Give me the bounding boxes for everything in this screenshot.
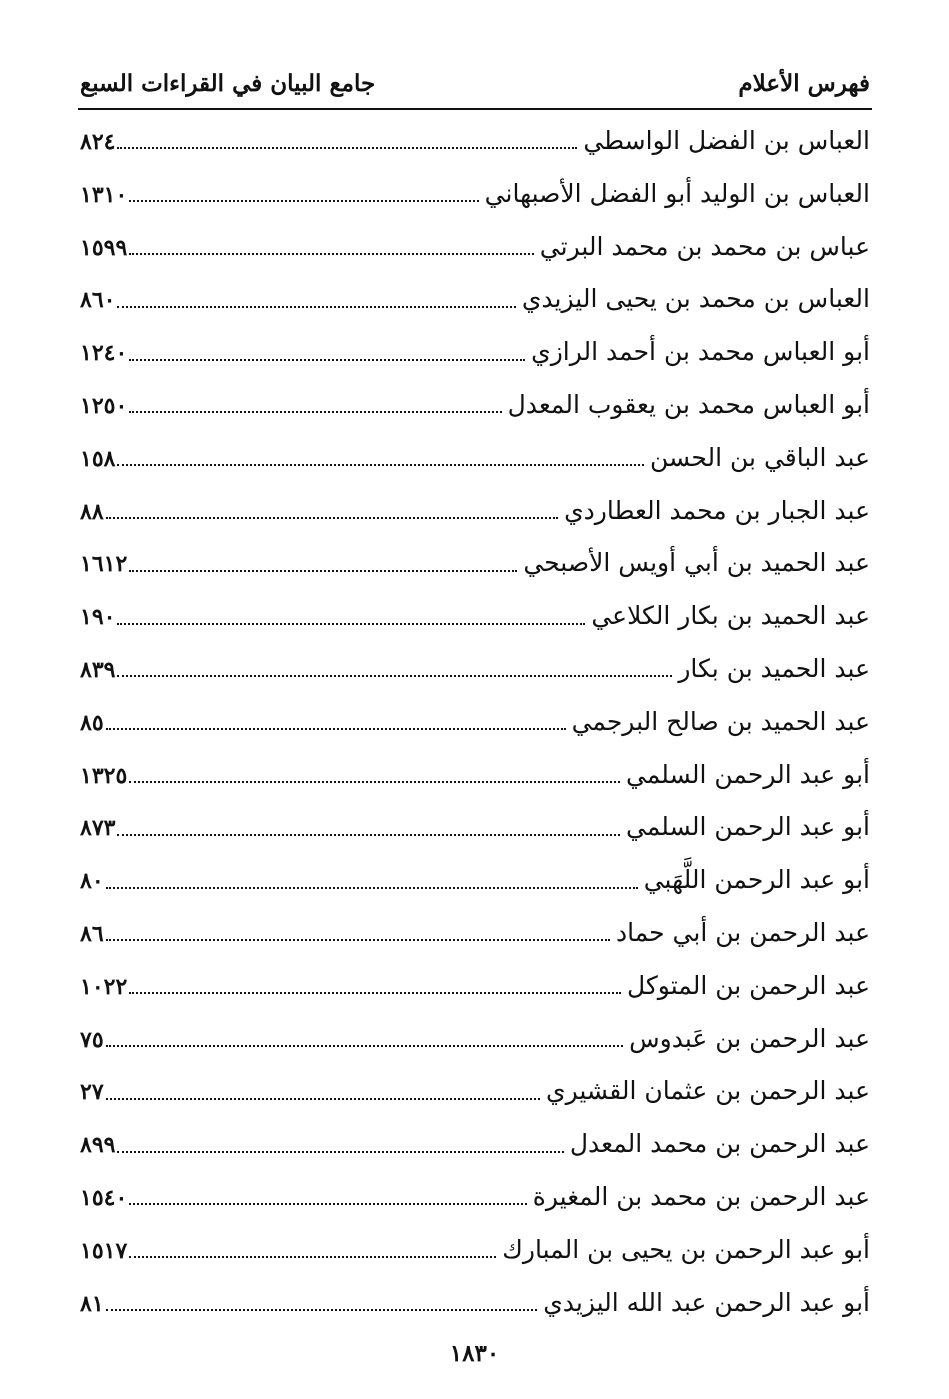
entry-name: أبو العباس محمد بن أحمد الرازي bbox=[531, 337, 870, 367]
entry-page-number: ٢٧ bbox=[80, 1079, 104, 1106]
entry-page-number: ١٣١٠ bbox=[80, 181, 128, 208]
book-title: جامع البيان في القراءات السبع bbox=[80, 70, 376, 97]
page-number: ١٨٣٠ bbox=[449, 1340, 500, 1367]
entry-page-number: ١٦١٢ bbox=[80, 551, 128, 578]
entry-name: عبد الباقي بن الحسن bbox=[650, 442, 870, 472]
dot-leader bbox=[106, 1045, 623, 1047]
entry-name: أبو عبد الرحمن بن يحيى بن المبارك bbox=[502, 1234, 870, 1264]
entry-page-number: ١٥٤٠ bbox=[80, 1184, 128, 1211]
dot-leader bbox=[106, 1309, 538, 1311]
dot-leader bbox=[117, 675, 672, 677]
entry-name: أبو العباس محمد بن يعقوب المعدل bbox=[507, 389, 870, 419]
entry-name: عبد الرحمن بن محمد المعدل bbox=[569, 1129, 870, 1159]
entry-page-number: ١٥٩٩ bbox=[80, 234, 128, 261]
entry-page-number: ٨٩٩ bbox=[80, 1132, 116, 1159]
index-entry bbox=[80, 1118, 870, 1171]
entry-name: أبو عبد الرحمن اللَّهَبي bbox=[643, 865, 870, 895]
entry-page-number: ٨٦ bbox=[80, 920, 104, 947]
dot-leader bbox=[117, 147, 577, 149]
dot-leader bbox=[106, 517, 558, 519]
dot-leader bbox=[117, 1151, 563, 1153]
entry-page-number: ١٢٤٠ bbox=[80, 340, 128, 367]
entry-page-number: ٨٧٣ bbox=[80, 815, 116, 842]
entry-name: عبد الحميد بن بكار الكلاعي bbox=[591, 601, 870, 631]
dot-leader bbox=[129, 992, 621, 994]
entry-name: عبد الحميد بن أبي أويس الأصبحي bbox=[523, 548, 870, 578]
entry-name: عبد الرحمن بن محمد بن المغيرة bbox=[532, 1181, 870, 1211]
entry-name: عبد الرحمن بن عَبدوس bbox=[629, 1023, 870, 1053]
entry-name: العباس بن الوليد أبو الفضل الأصبهاني bbox=[484, 178, 870, 208]
running-header bbox=[80, 64, 870, 108]
entry-page-number: ١٣٢٥ bbox=[80, 762, 128, 789]
index-entry bbox=[80, 801, 870, 854]
dot-leader bbox=[106, 728, 566, 730]
entry-page-number: ٨٦٠ bbox=[80, 287, 116, 314]
dot-leader bbox=[117, 306, 515, 308]
entry-name: عباس بن محمد بن محمد البرتي bbox=[539, 231, 870, 261]
entry-page-number: ١٥١٧ bbox=[80, 1237, 128, 1264]
entry-name: العباس بن محمد بن يحيى اليزيدي bbox=[521, 284, 870, 314]
entry-name: أبو عبد الرحمن السلمي bbox=[626, 759, 870, 789]
entry-name: أبو عبد الرحمن عبد الله اليزيدي bbox=[543, 1287, 870, 1317]
dot-leader bbox=[129, 200, 478, 202]
header-rule bbox=[78, 108, 872, 110]
entry-name: عبد الجبار بن محمد العطاردي bbox=[564, 495, 870, 525]
entry-page-number: ٨٣٩ bbox=[80, 656, 116, 683]
index-entry bbox=[80, 379, 870, 432]
index-entry bbox=[80, 1277, 870, 1330]
entry-name: عبد الحميد بن بكار bbox=[678, 653, 870, 683]
index-entry bbox=[80, 643, 870, 696]
dot-leader bbox=[129, 1203, 527, 1205]
index-entry bbox=[80, 696, 870, 749]
dot-leader bbox=[117, 464, 644, 466]
index-entry bbox=[80, 1013, 870, 1066]
index-entry bbox=[80, 221, 870, 274]
dot-leader bbox=[106, 939, 610, 941]
dot-leader bbox=[129, 570, 517, 572]
entry-name: عبد الرحمن بن عثمان القشيري bbox=[546, 1076, 870, 1106]
dot-leader bbox=[117, 834, 620, 836]
dot-leader bbox=[106, 1098, 540, 1100]
entry-page-number: ٨٥ bbox=[80, 709, 104, 736]
entry-page-number: ٨٠ bbox=[80, 868, 104, 895]
index-entry bbox=[80, 537, 870, 590]
index-entry bbox=[80, 1171, 870, 1224]
index-entry bbox=[80, 1224, 870, 1277]
index-entry bbox=[80, 854, 870, 907]
entry-name: عبد الرحمن بن المتوكل bbox=[626, 970, 870, 1000]
index-entry bbox=[80, 907, 870, 960]
entry-name: أبو عبد الرحمن السلمي bbox=[626, 812, 870, 842]
index-entry bbox=[80, 749, 870, 802]
entry-page-number: ٧٥ bbox=[80, 1026, 104, 1053]
entry-page-number: ١٠٢٢ bbox=[80, 973, 128, 1000]
entry-page-number: ٨٨ bbox=[80, 498, 104, 525]
index-entry bbox=[80, 326, 870, 379]
entry-page-number: ١٢٥٠ bbox=[80, 392, 128, 419]
index-entries-list bbox=[80, 115, 870, 1329]
entry-page-number: ١٩٠ bbox=[80, 604, 116, 631]
entry-page-number: ٨٢٤ bbox=[80, 129, 116, 155]
dot-leader bbox=[106, 887, 638, 889]
entry-name: العباس بن الفضل الواسطي bbox=[583, 126, 870, 155]
entry-page-number: ١٥٨ bbox=[80, 445, 116, 472]
index-entry bbox=[80, 168, 870, 221]
dot-leader bbox=[129, 411, 501, 413]
entry-name: عبد الحميد بن صالح البرجمي bbox=[571, 706, 870, 736]
section-title: فهرس الأعلام bbox=[738, 70, 870, 97]
dot-leader bbox=[129, 359, 525, 361]
index-entry bbox=[80, 273, 870, 326]
index-entry bbox=[80, 590, 870, 643]
index-entry bbox=[80, 1065, 870, 1118]
index-entry bbox=[80, 960, 870, 1013]
entry-name: عبد الرحمن بن أبي حماد bbox=[615, 917, 870, 947]
index-entry bbox=[80, 115, 870, 168]
index-entry bbox=[80, 432, 870, 485]
dot-leader bbox=[129, 781, 620, 783]
dot-leader bbox=[117, 623, 585, 625]
index-entry bbox=[80, 485, 870, 538]
entry-page-number: ٨١ bbox=[80, 1290, 104, 1317]
dot-leader bbox=[129, 1256, 496, 1258]
dot-leader bbox=[129, 253, 534, 255]
